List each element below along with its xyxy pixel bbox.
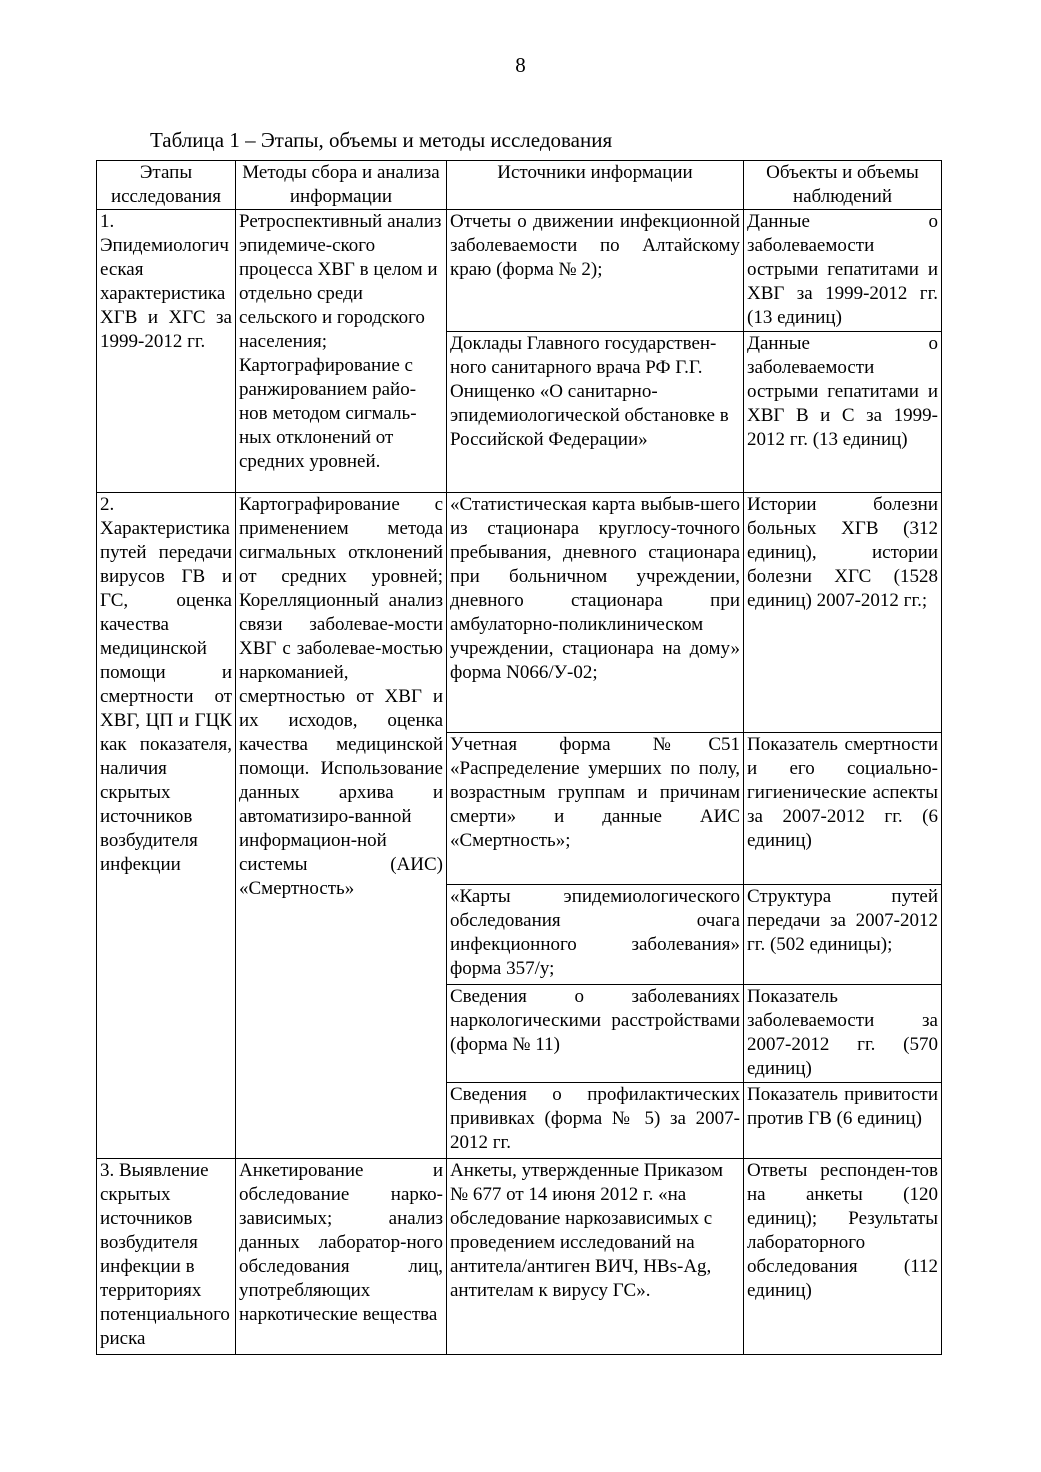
stage-cell: 3. Выявление скрытых источников возбудителя инфекции в территориях потенциального риска [97, 1159, 236, 1355]
object-cell: Показатель смертности и его социально-гигиенические аспекты за 2007-2012 гг. (6 единиц) [744, 733, 942, 885]
source-cell: Анкеты, утвержденные Приказом № 677 от 14 июня 2012 г. «на обследование наркозависимых с проведением исследований на антитела/антиген ВИЧ, HBs-Ag, антителам к вирусу ГС». [447, 1159, 744, 1355]
object-cell: Ответы респонден-тов на анкеты (120 единиц); Результаты лабораторного обследования (112 единиц) [744, 1159, 942, 1355]
header-objects: Объекты и объемы наблюдений [744, 161, 942, 210]
stage-cell: 2. Характеристика путей передачи вирусов ГВ и ГС, оценка качества медицинской помощи и смертности от ХВГ, ЦП и ГЦК как показателя, наличия скрытых источников возбудителя инфекции [97, 493, 236, 1159]
page-number: 8 [515, 53, 526, 77]
object-cell: Истории болезни больных ХГВ (312 единиц), истории болезни ХГС (1528 единиц) 2007-2012 гг.; [744, 493, 942, 733]
header-stage: Этапы исследования [97, 161, 236, 210]
source-cell: Учетная форма №С51 «Распределение умерших по полу, возрастным группам и причинам смерти» и данные АИС «Смертность»; [447, 733, 744, 885]
object-cell: Данные о заболеваемости острыми гепатитами и ХВГ В и С за 1999-2012 гг. (13 единиц) [744, 332, 942, 493]
source-cell: Сведения о профилактических прививках (форма № 5) за 2007-2012 гг. [447, 1083, 744, 1159]
table-row [97, 493, 942, 733]
research-stages-table [96, 160, 942, 1355]
source-cell: Доклады Главного государствен-ного санитарного врача РФ Г.Г. Онищенко «О санитарно-эпидемиологической обстановке в Российской Федерации» [447, 332, 744, 493]
header-sources: Источники информации [447, 161, 744, 210]
table-caption: Таблица 1 – Этапы, объемы и методы исследования [150, 128, 613, 152]
object-cell: Показатель привитости против ГВ (6 единиц) [744, 1083, 942, 1159]
table-row [97, 210, 942, 332]
source-cell: «Карты эпидемиологического обследования очага инфекционного заболевания» форма 357/у; [447, 885, 744, 985]
stage-cell: 1. Эпидемиологическая характеристика ХГВ и ХГС за 1999-2012 гг. [97, 210, 236, 493]
source-cell: Отчеты о движении инфекционной заболеваемости по Алтайскому краю (форма № 2); [447, 210, 744, 332]
table-header-row [97, 161, 942, 210]
table-row [97, 1159, 942, 1355]
object-cell: Данные о заболеваемости острыми гепатитами и ХВГ за 1999-2012 гг. (13 единиц) [744, 210, 942, 332]
methods-cell: Анкетирование и обследование нарко-зависимых; анализ данных лаборатор-ного обследования лиц, употребляющих наркотические вещества [236, 1159, 447, 1355]
header-methods: Методы сбора и анализа информации [236, 161, 447, 210]
source-cell: «Статистическая карта выбыв-шего из стационара круглосу-точного пребывания, дневного стационара при больничном учреждении, дневного стационара при амбулаторно-поликлиническом учреждении, стационара на дому» форма N066/У-02; [447, 493, 744, 733]
object-cell: Структура путей передачи за 2007-2012 гг. (502 единицы); [744, 885, 942, 985]
methods-cell: Картографирование с применением метода сигмальных отклонений от средних уровней; Корелляционный анализ связи заболевае-мости ХВГ с заболевае-мостью наркоманией, смертностью от ХВГ и их исходов, оценка качества медицинской помощи. Использование данных архива и автоматизиро-ванной информацион-ной системы (АИС) «Смертность» [236, 493, 447, 1159]
source-cell: Сведения о заболеваниях наркологическими расстройствами (форма № 11) [447, 985, 744, 1083]
object-cell: Показатель заболеваемости за 2007-2012 гг. (570 единиц) [744, 985, 942, 1083]
methods-cell: Ретроспективный анализ эпидемиче-ского процесса ХВГ в целом и отдельно среди сельского и городского населения; Картографирование с ранжированием райо-нов методом сигмаль-ных отклонений от средних уровней. [236, 210, 447, 493]
